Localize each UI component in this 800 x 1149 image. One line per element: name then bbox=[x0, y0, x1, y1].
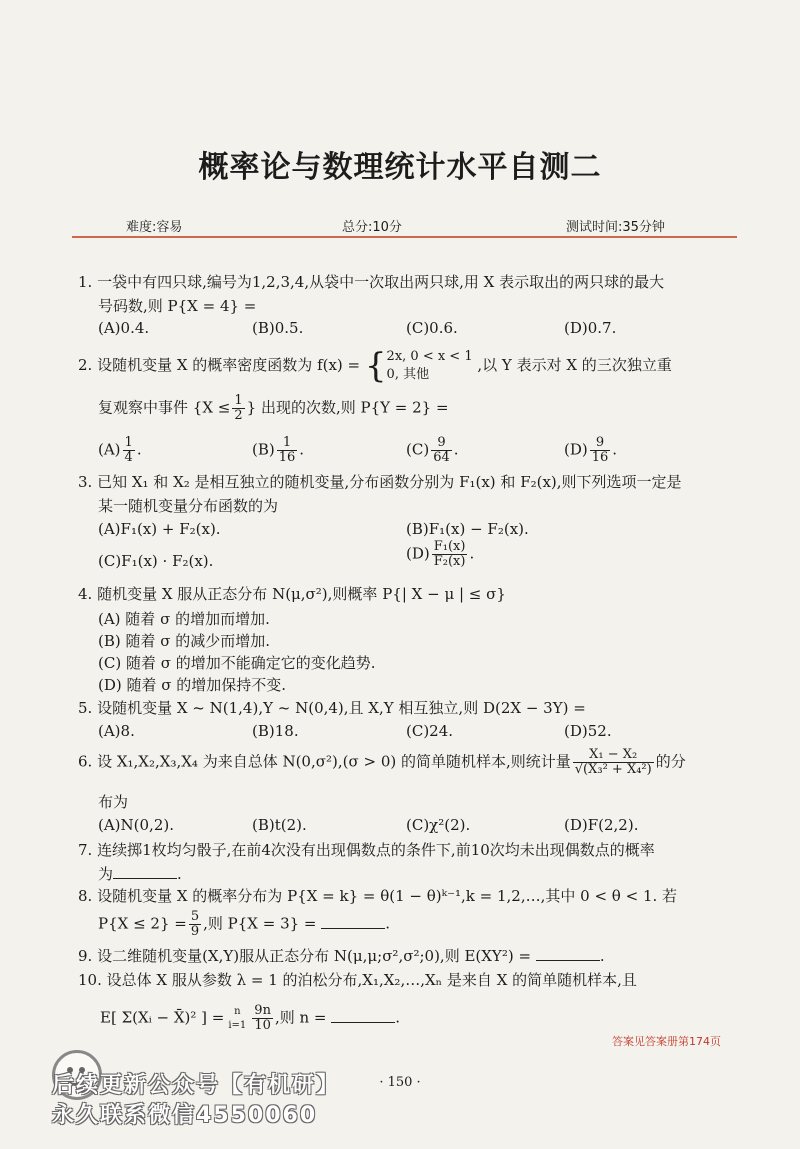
answer-blank[interactable] bbox=[113, 864, 177, 879]
header-divider bbox=[72, 236, 737, 238]
question-8-text-b: ,则 P{X = 3} = bbox=[203, 914, 317, 933]
fraction bbox=[277, 436, 298, 465]
question-4-option-d: (D) 随着 σ 的增加保持不变. bbox=[98, 676, 287, 694]
question-8-line-1: 8. 设随机变量 X 的概率分布为 P{X = k} = θ(1 − θ)ᵏ⁻¹,k = 1,2,…,其中 0 < θ < 1. 若 bbox=[78, 887, 678, 905]
question-1-line-1: 1. 一袋中有四只球,编号为1,2,3,4,从袋中一次取出两只球,用 X 表示取出的两只球的最大 bbox=[78, 273, 665, 291]
question-4-option-a: (A) 随着 σ 的增加而增加. bbox=[98, 610, 270, 628]
case-1: 2x, 0 < x < 1 bbox=[386, 349, 473, 364]
page-number: · 150 · bbox=[379, 1075, 421, 1090]
question-2-option-b: (B) $\frac{1}{16}$ . bbox=[252, 435, 305, 465]
question-3-line-1: 3. 已知 X₁ 和 X₂ 是相互独立的随机变量,分布函数分别为 F₁(x) 和 F₂(x),则下列选项一定是 bbox=[78, 473, 682, 491]
frac-num: F₁(x) bbox=[433, 539, 466, 554]
frac-num: 9n bbox=[254, 1003, 271, 1018]
frac-num: X₁ − X₂ bbox=[573, 748, 654, 763]
answer-blank[interactable] bbox=[321, 914, 385, 929]
fraction bbox=[252, 1004, 273, 1033]
question-10-line-1: 10. 设总体 X 服从参数 λ = 1 的泊松分布,X₁,X₂,…,Xₙ 是来自 X 的简单随机样本,且 bbox=[78, 971, 637, 989]
opt-label: (B) bbox=[252, 440, 275, 459]
fraction bbox=[189, 910, 201, 939]
fraction bbox=[432, 540, 468, 569]
question-10-line-2: E[ Σ(Xᵢ − X̄)² ] = n i=1 $\frac{9n}{10}$ ,则 n = . bbox=[100, 1003, 401, 1033]
question-5-option-b: (B)18. bbox=[252, 722, 299, 740]
question-6-option-c: (C)χ²(2). bbox=[406, 816, 471, 834]
piecewise-cases bbox=[387, 348, 473, 384]
opt-label: (A) bbox=[98, 440, 121, 459]
question-6-option-a: (A)N(0,2). bbox=[98, 816, 174, 834]
difficulty-label: 难度:容易 bbox=[126, 220, 183, 235]
question-2-text-d: 出现的次数,则 P{Y = 2} = bbox=[260, 398, 449, 417]
question-2-line-2: 复观察中事件 {X ≤ $\frac{1}{2}$ } 出现的次数,则 P{Y = 2} = bbox=[98, 393, 449, 423]
question-6-option-d: (D)F(2,2). bbox=[564, 816, 639, 834]
frac-den: 9 bbox=[190, 924, 200, 939]
question-6-text-a: 6. 设 X₁,X₂,X₃,X₄ 为来自总体 N(0,σ²),(σ > 0) 的简单随机样本,则统计量 bbox=[78, 752, 571, 771]
question-1-option-d: (D)0.7. bbox=[564, 319, 617, 337]
question-6-line-2: 布为 bbox=[98, 793, 129, 811]
frac-den: 16 bbox=[278, 450, 296, 465]
frac-den: 2 bbox=[234, 408, 243, 423]
question-4-option-c: (C) 随着 σ 的增加不能确定它的变化趋势. bbox=[98, 654, 376, 672]
question-5-line-1: 5. 设随机变量 X ~ N(1,4),Y ~ N(0,4),且 X,Y 相互独立,则 D(2X − 3Y) = bbox=[78, 699, 586, 717]
question-3-option-b: (B)F₁(x) − F₂(x). bbox=[406, 520, 529, 538]
test-time-label: 测试时间:35分钟 bbox=[566, 220, 665, 235]
opt-label: (D) bbox=[406, 544, 430, 563]
question-6-option-b: (B)t(2). bbox=[252, 816, 307, 834]
left-brace: { bbox=[364, 346, 387, 386]
question-2-option-a: (A) $\frac{1}{4}$ . bbox=[98, 435, 142, 465]
sum-limits bbox=[226, 1005, 248, 1033]
frac-den: F₂(x) bbox=[433, 554, 466, 569]
question-2-line-1 bbox=[78, 348, 672, 384]
answer-reference: 答案见答案册第174页 bbox=[612, 1035, 721, 1048]
question-2-option-d: (D) $\frac{9}{16}$ . bbox=[564, 435, 618, 465]
frac-den: 64 bbox=[433, 450, 450, 465]
question-9-line-1: 9. 设二维随机变量(X,Y)服从正态分布 N(μ,μ;σ²,σ²;0),则 E(XY²) = . bbox=[78, 947, 605, 965]
question-8-text-a: P{X ≤ 2} = bbox=[98, 914, 187, 933]
watermark-line-1: 后续更新公众号【有机研】 bbox=[52, 1073, 341, 1098]
question-7-text: 为 bbox=[98, 865, 114, 883]
question-4-line-1: 4. 随机变量 X 服从正态分布 N(μ,σ²),则概率 P{| X − μ | ≤ σ} bbox=[78, 585, 506, 603]
question-3-option-a: (A)F₁(x) + F₂(x). bbox=[98, 520, 221, 538]
fraction bbox=[123, 436, 135, 465]
watermark-line-2: 永久联系微信4550060 bbox=[52, 1103, 318, 1128]
opt-label: (D) bbox=[564, 440, 588, 459]
question-6-line-1 bbox=[78, 748, 686, 777]
page-title: 概率论与数理统计水平自测二 bbox=[198, 150, 602, 185]
question-1-option-b: (B)0.5. bbox=[252, 319, 304, 337]
question-9-text: 9. 设二维随机变量(X,Y)服从正态分布 N(μ,μ;σ²,σ²;0),则 E(XY²) = bbox=[78, 947, 532, 965]
question-10-expr: E[ Σ(Xᵢ − X̄)² ] = bbox=[100, 1008, 225, 1027]
question-4-option-b: (B) 随着 σ 的减少而增加. bbox=[98, 632, 271, 650]
question-7-line-1: 7. 连续掷1枚均匀骰子,在前4次没有出现偶数点的条件下,前10次均未出现偶数点的概率 bbox=[78, 841, 655, 859]
event-expr: X ≤ bbox=[202, 398, 231, 417]
question-10-text-b: ,则 n = bbox=[274, 1008, 327, 1027]
question-5-option-c: (C)24. bbox=[406, 722, 454, 740]
sum-top: n bbox=[234, 1005, 241, 1017]
total-score-label: 总分:10分 bbox=[342, 220, 402, 235]
question-1-line-2: 号码数,则 P{X = 4} = bbox=[98, 297, 257, 315]
fraction-half bbox=[232, 394, 244, 423]
question-1-option-c: (C)0.6. bbox=[406, 319, 458, 337]
frac-den: 16 bbox=[591, 450, 609, 465]
answer-blank[interactable] bbox=[536, 946, 600, 961]
question-2-text-c: 复观察中事件 bbox=[98, 398, 189, 417]
opt-label: (C) bbox=[406, 440, 430, 459]
question-3-option-d: (D) $\frac{\text{F₁(x)}}{\text{F₂(x)}}$ . bbox=[406, 539, 475, 569]
fraction bbox=[590, 436, 611, 465]
question-6-text-b: 的分 bbox=[655, 752, 686, 771]
sum-bottom: i=1 bbox=[228, 1019, 247, 1031]
frac-num: 9 bbox=[431, 436, 452, 451]
case-2: 0, 其他 bbox=[386, 367, 430, 382]
frac-den: √(X₃² + X₄²) bbox=[574, 762, 652, 777]
frac-num: 9 bbox=[590, 436, 611, 451]
statistic-fraction bbox=[573, 748, 654, 777]
question-1-option-a: (A)0.4. bbox=[98, 319, 150, 337]
frac-den: 4 bbox=[124, 450, 133, 465]
question-5-option-a: (A)8. bbox=[98, 722, 135, 740]
question-3-option-c: (C)F₁(x) · F₂(x). bbox=[98, 552, 214, 570]
question-8-line-2: P{X ≤ 2} = $\frac{5}{9}$ ,则 P{X = 3} = . bbox=[98, 909, 391, 939]
frac-den: 10 bbox=[254, 1018, 271, 1033]
question-3-line-2: 某一随机变量分布函数的为 bbox=[98, 497, 279, 515]
question-7-line-2: 为 . bbox=[98, 865, 182, 883]
frac-num: 5 bbox=[190, 909, 200, 924]
frac-num: 1 bbox=[277, 436, 298, 451]
frac-num: 1 bbox=[234, 393, 243, 408]
question-2-option-c: (C) $\frac{9}{64}$ . bbox=[406, 435, 459, 465]
fraction bbox=[431, 436, 452, 465]
question-5-option-d: (D)52. bbox=[564, 722, 612, 740]
question-2-text-a: 2. 设随机变量 X 的概率密度函数为 f(x) = bbox=[78, 356, 361, 374]
answer-blank[interactable] bbox=[331, 1008, 395, 1023]
question-2-text-b: ,以 Y 表示对 X 的三次独立重 bbox=[477, 356, 672, 374]
frac-num: 1 bbox=[124, 435, 133, 450]
